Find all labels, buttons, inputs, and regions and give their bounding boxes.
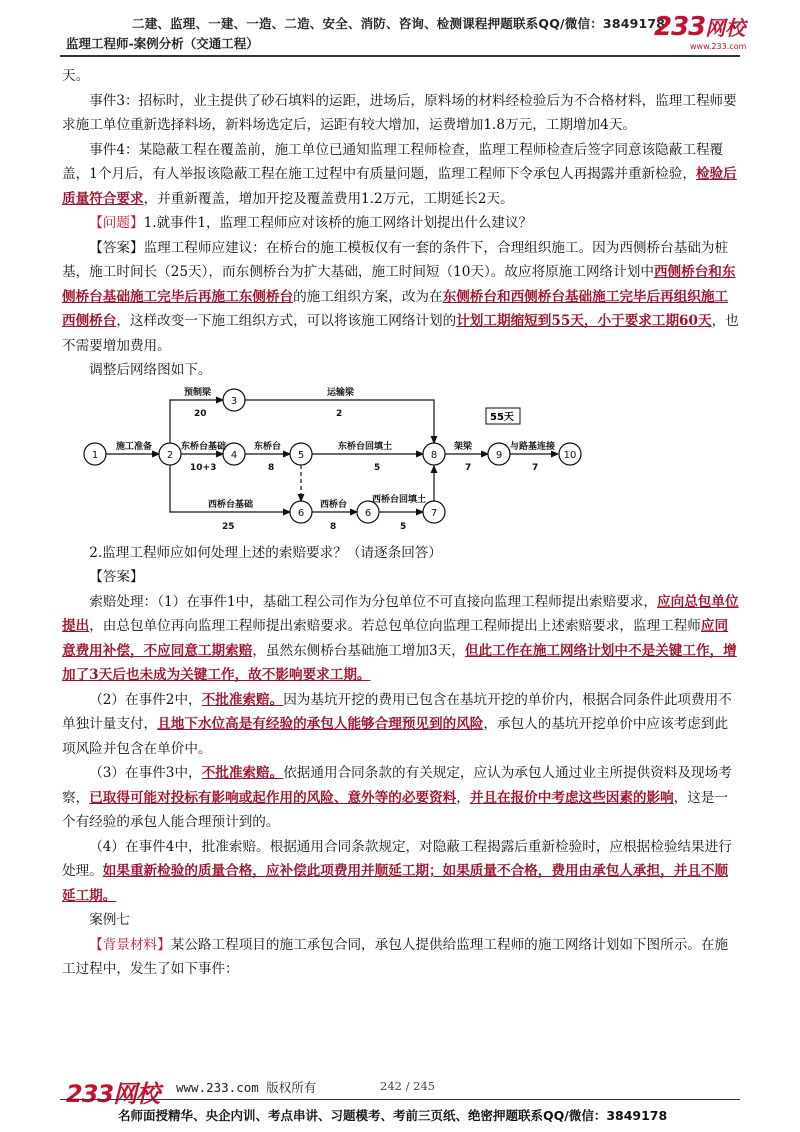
activity-label: 西桥台基础 [208,499,254,510]
footer-copyright: www.233.com 版权所有 [176,1080,317,1095]
node-label: 8 [430,449,438,461]
activity-duration: 10+3 [190,462,217,473]
header-promo: 二建、监理、一建、一造、二造、安全、消防、咨询、检测课程押题联系QQ/微信：3849178 [132,16,666,31]
activity-duration: 5 [374,462,381,473]
activity-duration: 25 [222,521,235,532]
page-number: 242 / 245 [380,1079,436,1093]
footer-promo: 名师面授精华、央企内训、考点串讲、习题模考、考前三页纸、绝密押题联系QQ/微信：3849178 [118,1108,668,1123]
brand-url: www.233.com [690,42,747,51]
paragraph-event4: 事件4：某隐蔽工程在覆盖前，施工单位已通知监理工程师检查，监理工程师检查后签字同意该隐蔽工程覆盖，1个月后，有人举报该隐蔽工程在施工过程中有质量问题，监理工程师下令承包人再揭露并重新检验，检验后质量符合要求，并重新覆盖，增加开挖及覆盖费用1.2万元，工期延长2天。 [62,141,737,207]
activity-label: 施工准备 [116,441,153,452]
activity-label: 东桥台回填土 [338,441,393,452]
paragraph: 天。 [62,68,90,84]
network-diagram [62,383,740,541]
activity-duration: 8 [268,462,275,473]
brand-logo: 233网校 [654,12,746,42]
header-divider [60,55,740,57]
node-label: 5 [297,449,305,461]
activity-duration: 7 [532,462,539,473]
paragraph-network-intro: 调整后网络图如下。 [89,362,212,378]
question-2: 2.监理工程师应如何处理上述的索赔要求？（请逐条回答） [89,544,442,561]
activity-label: 西桥台 [320,499,348,510]
activity-label: 东桥台 [254,441,282,452]
activity-duration: 20 [194,408,207,419]
activity-label: 东桥台基础 [181,441,227,452]
activity-duration: 8 [330,521,337,532]
node-label: 10 [563,449,577,461]
total-duration-box: 55天 [490,411,514,423]
footer-logo: 233网校 [66,1080,160,1108]
activity-duration: 2 [336,408,343,419]
node-label: 2 [166,449,174,461]
node-label: 3 [230,395,238,407]
node-label: 6 [364,507,372,519]
activity-label: 架梁 [454,441,473,452]
case-title: 案例七 [89,912,130,928]
paragraph-event3: 事件3：招标时，业主提供了砂石填料的运距，进场后，原料场的材料经检验后为不合格材料，监理工程师要求施工单位重新选择料场，新料场选定后，运距有较大增加，运费增加1.8万元，工期增加4天。 [62,92,737,133]
page-content [62,64,740,982]
node-label: 4 [230,449,238,461]
activity-duration: 7 [465,462,472,473]
claim-4: （4）在事件4中，批准索赔。根据通用合同条款规定，对隐蔽工程揭露后重新检验时，应根据检验结果进行处理。如果重新检验的质量合格，应补偿此项费用并顺延工期；如果质量不合格，费用由承包人承担，并且不顺延工期。 [62,838,732,904]
node-label: 9 [495,449,503,461]
claim-3: （3）在事件3中，不批准索赔。依据通用合同条款的有关规定，应认为承包人通过业主所提供资料及现场考察，已取得可能对投标有影响或起作用的风险、意外等的必要资料，并且在报价中考虑这些因素的影响，这是一个有经验的承包人能合理预计到的。 [62,765,732,830]
activity-label: 预制梁 [184,387,212,398]
node-label: 1 [91,449,99,461]
activity-duration: 5 [400,521,407,532]
background-material: 【背景材料】某公路工程项目的施工承包合同，承包人提供给监理工程师的施工网络计划如下图所示。在施工过程中，发生了如下事件： [62,936,729,977]
activity-label: 运输梁 [327,387,355,398]
claim-2: （2）在事件2中，不批准索赔。因为基坑开挖的费用已包含在基坑开挖的单价内，根据合同条件此项费用不单独计量支付，且地下水位高是有经验的承包人能够合理预见到的风险，承包人的基坑开挖单价中应该考虑到此项风险并包含在单价中。 [62,691,732,757]
node-label: 7 [430,507,438,519]
activity-label: 与路基连接 [510,441,556,452]
question-1: 【问题】1.就事件1，监理工程师应对该桥的施工网络计划提出什么建议？ [89,215,533,231]
header-subtitle: 监理工程师-案例分析（交通工程） [66,36,259,51]
activity-label: 西桥台回填土 [372,494,427,505]
node-label: 6 [297,507,305,519]
claim-1: 索赔处理：（1）在事件1中，基础工程公司作为分包单位不可直接向监理工程师提出索赔要求，应向总包单位提出，由总包单位再向监理工程师提出索赔要求。若总包单位向监理工程师提出上述索赔要求，监理工程师应同意费用补偿，不应同意工期索赔，虽然东侧桥台基础施工增加3天，但此工作在施工网络计划中不是关键工作，增加了3天后也未成为关键工作，故不影响要求工期。 [62,593,739,683]
footer-divider [60,1099,740,1100]
answer-1: 【答案】监理工程师应建议：在桥台的施工模板仅有一套的条件下，合理组织施工。因为西侧桥台基础为桩基，施工时间长（25天），而东侧桥台为扩大基础，施工时间短（10天）。故应将原施工网络计划中西侧桥台和东侧桥台基础施工完毕后再施工东侧桥台的施工组织方案，改为在东侧桥台和西侧桥台基础施工完毕后再组织施工西侧桥台，这样改变一下施工组织方式，可以将该施工网络计划的计划工期缩短到55天，小于要求工期60天，也不需要增加费用。 [62,239,739,354]
answer-2-tag: 【答案】 [89,569,144,585]
